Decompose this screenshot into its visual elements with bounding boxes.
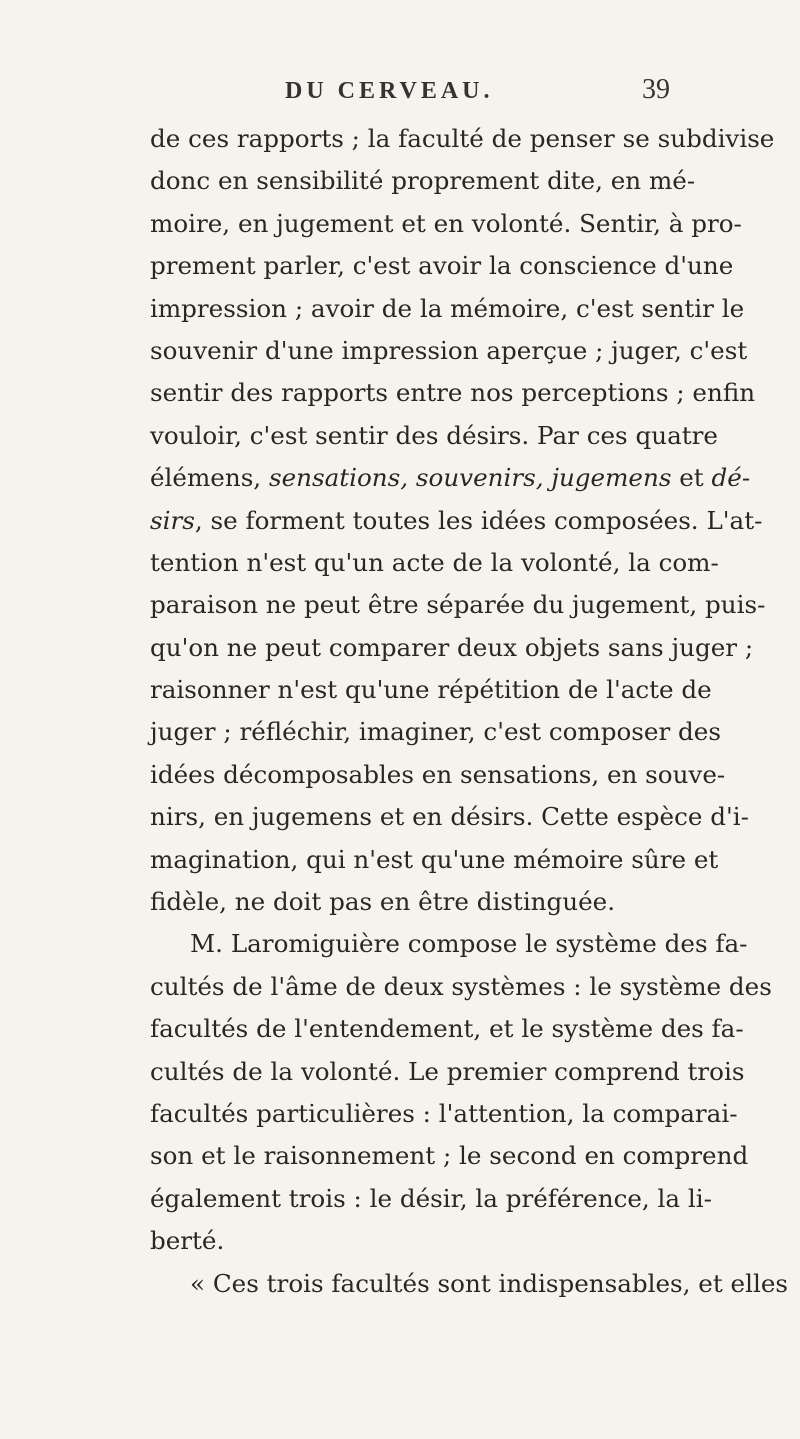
text-line: facultés particulières : l'attention, la comparai- xyxy=(150,1098,738,1128)
paragraph-start-line: « Ces trois facultés sont indispensables, et elles xyxy=(190,1268,789,1298)
text-line: impression ; avoir de la mémoire, c'est sentir le xyxy=(150,293,745,323)
page-number: 39 xyxy=(642,74,670,105)
text-line: raisonner n'est qu'une répétition de l'acte de xyxy=(150,675,712,705)
body-text xyxy=(150,118,789,1305)
text-line: moire, en jugement et en volonté. Sentir, à pro- xyxy=(150,208,742,238)
text-line xyxy=(150,500,763,542)
text-line: également trois : le désir, la préférence, la li- xyxy=(150,1183,712,1213)
text-line xyxy=(150,457,751,499)
running-head-title: DU CERVEAU. xyxy=(285,78,494,104)
text-segment: élémens, xyxy=(150,463,269,493)
text-line: paraison ne peut être séparée du jugement, puis- xyxy=(150,590,766,620)
text-line: son et le raisonnement ; le second en comprend xyxy=(150,1141,749,1171)
text-line: souvenir d'une impression aperçue ; juger, c'est xyxy=(150,335,748,365)
text-line: vouloir, c'est sentir des désirs. Par ces quatre xyxy=(150,420,718,450)
italic-segment: sensations, souvenirs, jugemens xyxy=(268,463,672,493)
text-segment: et xyxy=(671,463,712,493)
text-line: de ces rapports ; la faculté de penser se subdivise xyxy=(150,124,775,153)
text-line: juger ; réfléchir, imaginer, c'est composer des xyxy=(150,717,721,747)
text-line: qu'on ne peut comparer deux objets sans juger ; xyxy=(150,632,754,662)
running-head xyxy=(0,74,800,118)
text-line: prement parler, c'est avoir la conscience d'une xyxy=(150,251,734,281)
paragraph-start-line: M. Laromiguière compose le système des fa- xyxy=(190,929,748,959)
italic-segment: sirs xyxy=(150,505,195,535)
text-line: cultés de la volonté. Le premier comprend trois xyxy=(150,1056,745,1086)
text-segment: , se forment toutes les idées composées. L'at- xyxy=(194,505,763,535)
text-line: donc en sensibilité proprement dite, en mé- xyxy=(150,166,696,196)
text-line: nirs, en jugemens et en désirs. Cette espèce d'i- xyxy=(150,802,749,832)
text-line: facultés de l'entendement, et le système des fa- xyxy=(150,1014,744,1044)
text-line: idées décomposables en sensations, en souve- xyxy=(150,759,726,789)
text-line: sentir des rapports entre nos perceptions ; enfin xyxy=(150,378,756,408)
text-line: tention n'est qu'un acte de la volonté, la com- xyxy=(150,547,719,577)
text-line: berté. xyxy=(150,1226,225,1256)
italic-segment: dé- xyxy=(711,463,751,493)
text-line: cultés de l'âme de deux systèmes : le système des xyxy=(150,971,772,1001)
text-line: fidèle, ne doit pas en être distinguée. xyxy=(150,887,616,917)
text-line: magination, qui n'est qu'une mémoire sûre et xyxy=(150,844,719,874)
